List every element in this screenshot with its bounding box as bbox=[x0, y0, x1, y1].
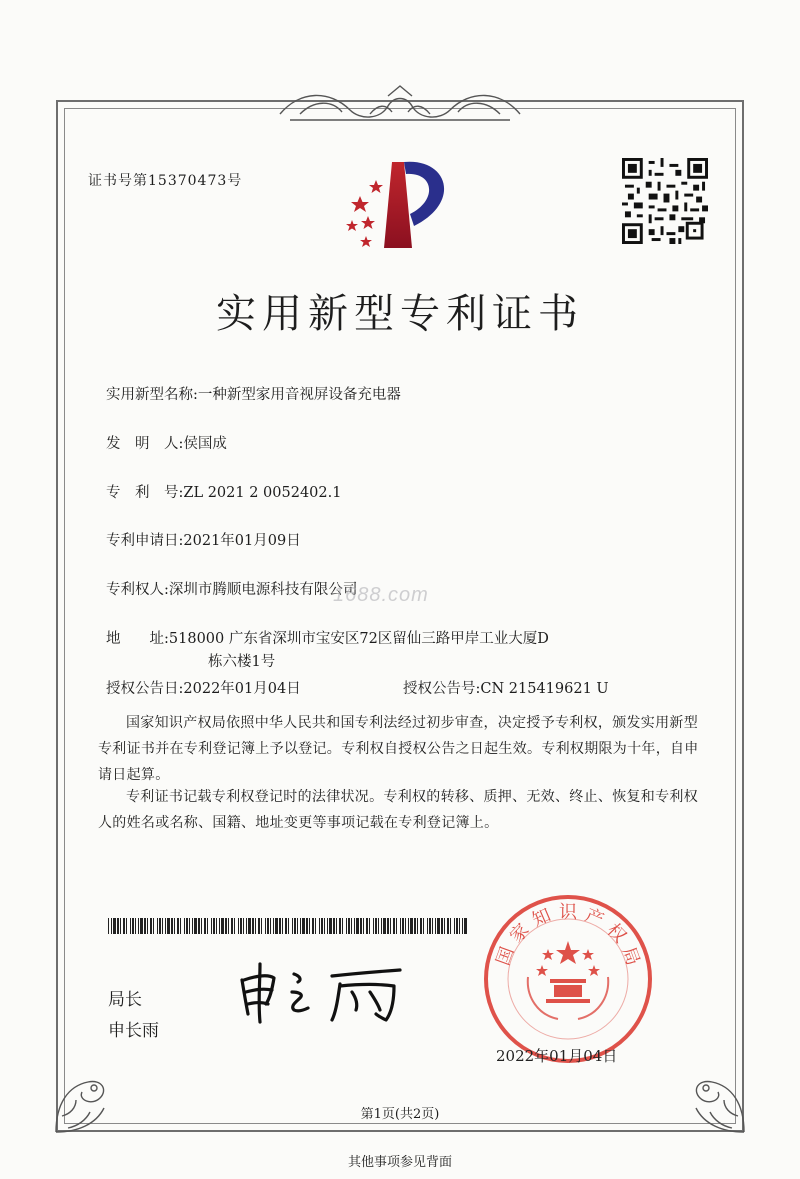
barcode-bar bbox=[400, 918, 401, 934]
patent-number-value: ZL 2021 2 0052402.1 bbox=[183, 485, 342, 501]
barcode-bar bbox=[243, 918, 244, 934]
barcode-bar bbox=[132, 918, 134, 934]
barcode-bar bbox=[270, 918, 271, 934]
barcode-bar bbox=[302, 918, 305, 934]
barcode-bar bbox=[410, 918, 413, 934]
watermark: 1688.com bbox=[333, 584, 429, 606]
barcode-bar bbox=[312, 918, 314, 934]
utility-name-row bbox=[106, 383, 401, 404]
barcode-bar bbox=[198, 918, 200, 934]
barcode-bar bbox=[213, 918, 215, 934]
utility-name-label: 实用新型名称: bbox=[106, 387, 198, 403]
barcode-bar bbox=[369, 918, 370, 934]
barcode-bar bbox=[292, 918, 293, 934]
barcode-bar bbox=[113, 918, 116, 934]
barcode-bar bbox=[297, 918, 298, 934]
barcode-bar bbox=[315, 918, 316, 934]
barcode-bar bbox=[383, 918, 386, 934]
inventor-value: 侯国成 bbox=[183, 436, 227, 452]
barcode-bar bbox=[189, 918, 190, 934]
body-paragraph-1: 国家知识产权局依照中华人民共和国专利法经过初步审查，决定授予专利权，颁发实用新型专利证书并在专利登记簿上予以登记。专利权自授权公告之日起生效。专利权期限为十年，自申请日起算。 bbox=[98, 715, 699, 783]
barcode-bar bbox=[333, 918, 335, 934]
barcode-bar bbox=[238, 918, 239, 934]
barcode-bar bbox=[393, 918, 395, 934]
patentee-label: 专利权人: bbox=[106, 582, 169, 598]
barcode-bar bbox=[138, 918, 139, 934]
cnipa-logo bbox=[330, 156, 460, 256]
barcode-bar bbox=[423, 918, 424, 934]
filing-date-label: 专利申请日: bbox=[106, 533, 184, 549]
barcode-bar bbox=[246, 918, 247, 934]
barcode-bar bbox=[248, 918, 251, 934]
body-paragraph-2: 专利证书记载专利权登记时的法律状况。专利权的转移、质押、无效、终止、恢复和专利权人的姓名或名称、国籍、地址变更等事项记载在专利登记簿上。 bbox=[98, 789, 698, 831]
barcode-bar bbox=[282, 918, 283, 934]
grant-date-row bbox=[106, 677, 301, 698]
barcode-bar bbox=[360, 918, 362, 934]
barcode-bar bbox=[225, 918, 227, 934]
barcode-bar bbox=[147, 918, 148, 934]
barcode-bar bbox=[159, 918, 161, 934]
barcode-bar bbox=[144, 918, 146, 934]
barcode-bar bbox=[348, 918, 350, 934]
qr-code bbox=[622, 158, 708, 244]
seal-character: 家 bbox=[505, 919, 534, 948]
director-title: 局长 bbox=[108, 990, 142, 1010]
barcode-bar bbox=[390, 918, 391, 934]
barcode-bar bbox=[219, 918, 220, 934]
seal-date: 2022年01月04日 bbox=[496, 1047, 618, 1065]
barcode-bar bbox=[405, 918, 406, 934]
barcode bbox=[108, 918, 470, 934]
grant-number-value: CN 215419621 U bbox=[480, 681, 609, 697]
seal-character: 知 bbox=[529, 904, 555, 932]
barcode-bar bbox=[135, 918, 136, 934]
barcode-bar bbox=[432, 918, 433, 934]
barcode-bar bbox=[153, 918, 154, 934]
barcode-bar bbox=[346, 918, 347, 934]
barcode-bar bbox=[162, 918, 163, 934]
seal-character: 权 bbox=[602, 919, 631, 948]
barcode-bar bbox=[130, 918, 131, 934]
barcode-bar bbox=[255, 918, 256, 934]
barcode-bar bbox=[342, 918, 343, 934]
address-line-2: 栋六楼1号 bbox=[208, 654, 276, 670]
bottom-right-ornament bbox=[682, 1064, 752, 1140]
director-name: 申长雨 bbox=[108, 1021, 159, 1041]
barcode-bar bbox=[167, 918, 170, 934]
bottom-left-ornament bbox=[48, 1064, 118, 1140]
barcode-bar bbox=[180, 918, 181, 934]
barcode-bar bbox=[111, 918, 112, 934]
barcode-bar bbox=[117, 918, 119, 934]
barcode-bar bbox=[464, 918, 467, 934]
barcode-bar bbox=[150, 918, 152, 934]
barcode-bar bbox=[275, 918, 278, 934]
barcode-bar bbox=[279, 918, 281, 934]
barcode-bar bbox=[171, 918, 173, 934]
certificate-title: 实用新型专利证书 bbox=[216, 291, 584, 337]
barcode-bar bbox=[420, 918, 422, 934]
address-line-1: 518000 广东省深圳市宝安区72区留仙三路甲岸工业大厦D bbox=[168, 631, 549, 647]
barcode-bar bbox=[378, 918, 379, 934]
barcode-bar bbox=[454, 918, 455, 934]
footer-note: 其他事项参见背面 bbox=[347, 1155, 452, 1170]
barcode-bar bbox=[186, 918, 188, 934]
top-ornament bbox=[270, 84, 530, 128]
barcode-bar bbox=[240, 918, 242, 934]
barcode-bar bbox=[177, 918, 179, 934]
barcode-bar bbox=[140, 918, 143, 934]
barcode-bar bbox=[336, 918, 337, 934]
barcode-bar bbox=[306, 918, 308, 934]
barcode-bar bbox=[356, 918, 359, 934]
barcode-bar bbox=[184, 918, 185, 934]
barcode-bar bbox=[216, 918, 217, 934]
page-number: 第1页(共2页) bbox=[360, 1107, 440, 1122]
seal-character: 国 bbox=[492, 944, 519, 969]
barcode-bar bbox=[201, 918, 202, 934]
barcode-bar bbox=[273, 918, 274, 934]
barcode-bar bbox=[261, 918, 262, 934]
barcode-bar bbox=[444, 918, 445, 934]
inventor-row bbox=[106, 432, 227, 453]
patent-number-row bbox=[106, 481, 341, 502]
barcode-bar bbox=[339, 918, 341, 934]
barcode-bar bbox=[319, 918, 320, 934]
barcode-bar bbox=[294, 918, 296, 934]
barcode-bar bbox=[231, 918, 233, 934]
barcode-bar bbox=[327, 918, 328, 934]
barcode-bar bbox=[300, 918, 301, 934]
barcode-bar bbox=[329, 918, 332, 934]
address-label: 地 址: bbox=[106, 631, 169, 647]
barcode-bar bbox=[258, 918, 260, 934]
barcode-bar bbox=[429, 918, 431, 934]
barcode-bar bbox=[126, 918, 127, 934]
barcode-bar bbox=[309, 918, 310, 934]
barcode-bar bbox=[120, 918, 121, 934]
barcode-bar bbox=[447, 918, 449, 934]
seal-character: 识 bbox=[559, 902, 577, 923]
barcode-bar bbox=[459, 918, 460, 934]
barcode-bar bbox=[157, 918, 158, 934]
barcode-bar bbox=[366, 918, 368, 934]
barcode-bar bbox=[381, 918, 382, 934]
utility-name-value: 一种新型家用音视屏设备充电器 bbox=[197, 387, 401, 403]
grant-number-label: 授权公告号: bbox=[403, 681, 481, 697]
seal-character: 局 bbox=[617, 944, 644, 969]
barcode-bar bbox=[450, 918, 451, 934]
address-row bbox=[106, 627, 549, 648]
barcode-bar bbox=[285, 918, 287, 934]
barcode-bar bbox=[108, 918, 109, 934]
director-signature bbox=[232, 958, 412, 1028]
patentee-row bbox=[106, 578, 357, 599]
barcode-bar bbox=[408, 918, 409, 934]
inventor-label: 发 明 人: bbox=[106, 436, 184, 452]
barcode-bar bbox=[234, 918, 235, 934]
barcode-bar bbox=[363, 918, 364, 934]
barcode-bar bbox=[265, 918, 266, 934]
filing-date-row bbox=[106, 529, 301, 550]
barcode-bar bbox=[204, 918, 206, 934]
barcode-bar bbox=[414, 918, 416, 934]
barcode-bar bbox=[211, 918, 212, 934]
barcode-bar bbox=[462, 918, 463, 934]
barcode-bar bbox=[324, 918, 325, 934]
barcode-bar bbox=[123, 918, 125, 934]
barcode-bar bbox=[437, 918, 440, 934]
grant-date-label: 授权公告日: bbox=[106, 681, 184, 697]
barcode-bar bbox=[375, 918, 377, 934]
seal-character: 产 bbox=[581, 904, 607, 932]
barcode-bar bbox=[427, 918, 428, 934]
grant-date-value: 2022年01月04日 bbox=[183, 681, 301, 697]
barcode-bar bbox=[165, 918, 166, 934]
barcode-bar bbox=[402, 918, 404, 934]
barcode-bar bbox=[435, 918, 436, 934]
filing-date-value: 2021年01月09日 bbox=[183, 533, 301, 549]
barcode-bar bbox=[456, 918, 458, 934]
patentee-value: 深圳市腾顺电源科技有限公司 bbox=[168, 582, 358, 598]
barcode-bar bbox=[252, 918, 254, 934]
barcode-bar bbox=[267, 918, 269, 934]
barcode-bar bbox=[288, 918, 289, 934]
grant-number-row bbox=[403, 677, 609, 698]
barcode-bar bbox=[207, 918, 208, 934]
barcode-bar bbox=[174, 918, 175, 934]
certificate-number: 证书号第15370473号 bbox=[88, 173, 243, 189]
barcode-bar bbox=[373, 918, 374, 934]
barcode-bar bbox=[441, 918, 443, 934]
barcode-bar bbox=[194, 918, 197, 934]
barcode-bar bbox=[321, 918, 323, 934]
barcode-bar bbox=[192, 918, 193, 934]
barcode-bar bbox=[221, 918, 224, 934]
barcode-bar bbox=[396, 918, 397, 934]
barcode-bar bbox=[351, 918, 352, 934]
barcode-bar bbox=[417, 918, 418, 934]
barcode-bar bbox=[387, 918, 389, 934]
patent-number-label: 专 利 号: bbox=[106, 485, 184, 501]
barcode-bar bbox=[354, 918, 355, 934]
barcode-bar bbox=[228, 918, 229, 934]
official-seal bbox=[482, 893, 654, 1065]
